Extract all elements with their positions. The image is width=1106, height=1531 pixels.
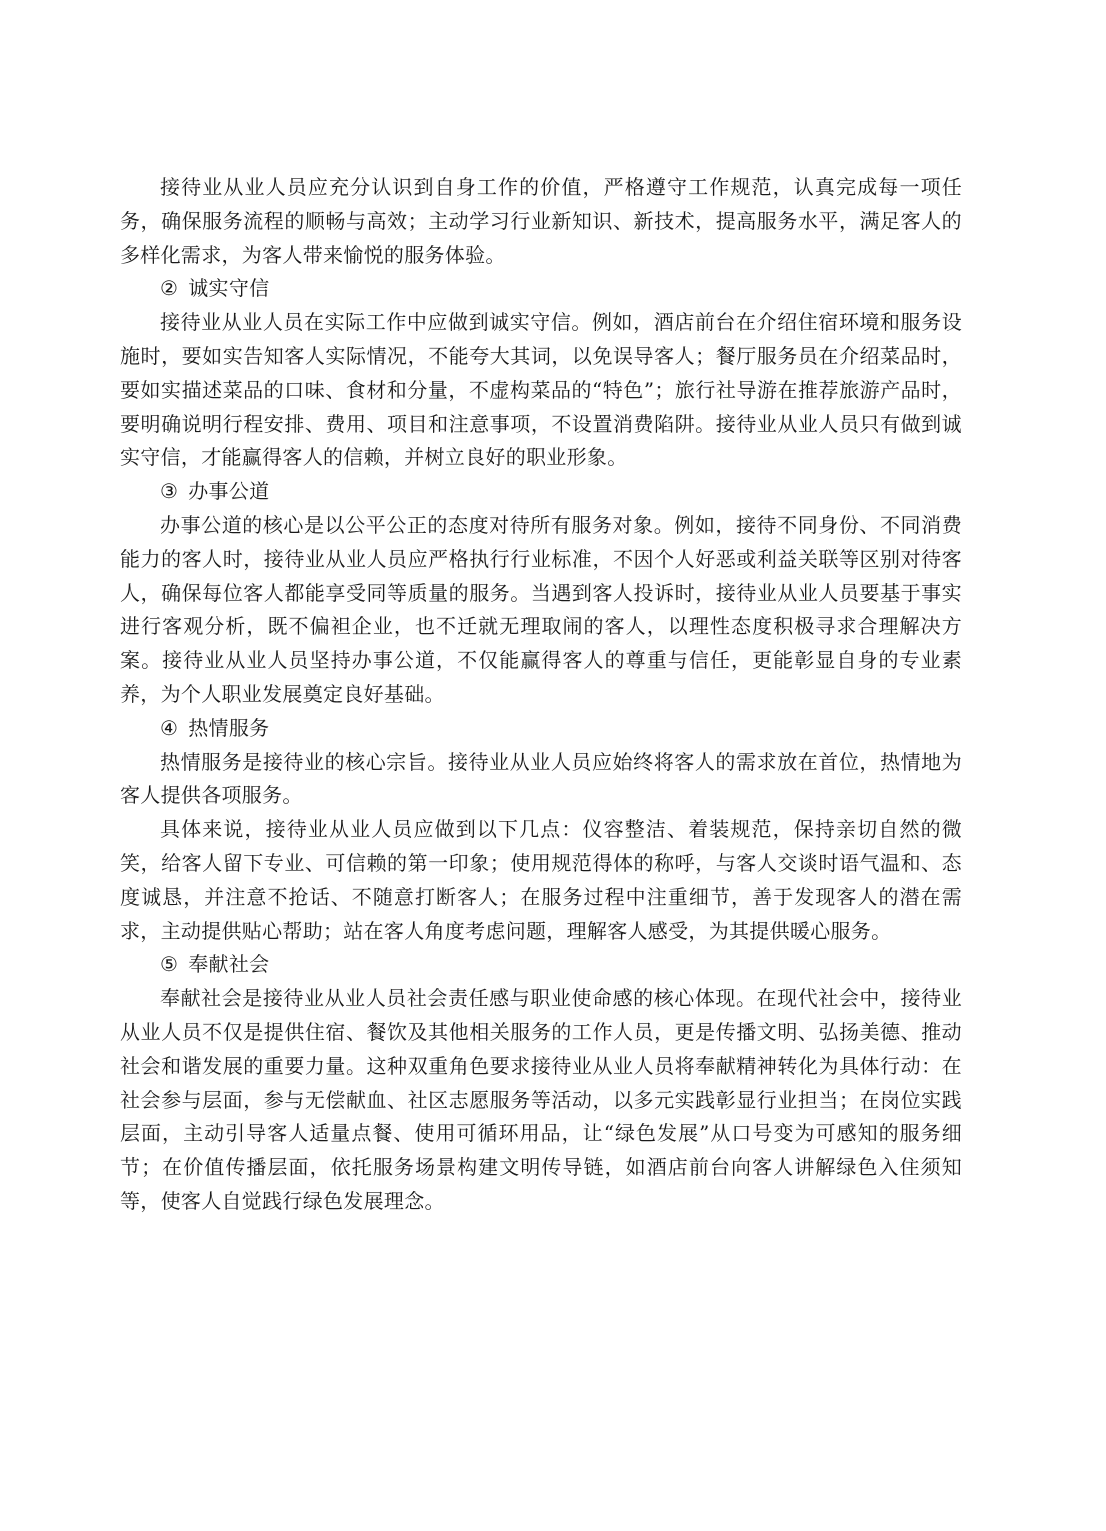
- paragraph-fairness: 办事公道的核心是以公平公正的态度对待所有服务对象。例如，接待不同身份、不同消费能力的客人时，接待业从业人员应严格执行行业标准，不因个人好恶或利益关联等区别对待客人，确保每位客人都能享受同等质量的服务。当遇到客人投诉时，接待业从业人员要基于事实进行客观分析，既不偏袒企业，也不迁就无理取闹的客人，以理性态度积极寻求合理解决方案。接待业从业人员坚持办事公道，不仅能赢得客人的尊重与信任，更能彰显自身的专业素养，为个人职业发展奠定良好基础。: [120, 512, 962, 706]
- paragraph-serve-society: 奉献社会是接待业从业人员社会责任感与职业使命感的核心体现。在现代社会中，接待业从业人员不仅是提供住宿、餐饮及其他相关服务的工作人员，更是传播文明、弘扬美德、推动社会和谐发展的重要力量。这种双重角色要求接待业从业人员将奉献精神转化为具体行动：在社会参与层面，参与无偿献血、社区志愿服务等活动，以多元实践彰显行业担当；在岗位实践层面，主动引导客人适量点餐、使用可循环用品，让“绿色发展”从口号变为可感知的服务细节；在价值传播层面，依托服务场景构建文明传导链，如酒店前台向客人讲解绿色入住须知等，使客人自觉践行绿色发展理念。: [120, 986, 962, 1213]
- heading-number: ⑤: [160, 952, 179, 977]
- heading-title: 诚实守信: [188, 276, 270, 301]
- paragraph-honesty: 接待业从业人员在实际工作中应做到诚实守信。例如，酒店前台在介绍住宿环境和服务设施时，要如实告知客人实际情况，不能夸大其词，以免误导客人；餐厅服务员在介绍菜品时，要如实描述菜品的口味、食材和分量，不虚构菜品的“特色”；旅行社导游在推荐旅游产品时，要明确说明行程安排、费用、项目和注意事项，不设置消费陷阱。接待业从业人员只有做到诚实守信，才能赢得客人的信赖，并树立良好的职业形象。: [120, 310, 962, 470]
- heading-fairness: [120, 475, 962, 509]
- paragraph-warm-service-intro: 热情服务是接待业的核心宗旨。接待业从业人员应始终将客人的需求放在首位，热情地为客人提供各项服务。: [120, 749, 962, 808]
- document-page: [120, 171, 962, 1219]
- heading-warm-service: [120, 712, 962, 746]
- heading-title: 奉献社会: [188, 952, 270, 977]
- paragraph-warm-service-details: 具体来说，接待业从业人员应做到以下几点：仪容整洁、着装规范，保持亲切自然的微笑，给客人留下专业、可信赖的第一印象；使用规范得体的称呼，与客人交谈时语气温和、态度诚恳，并注意不抢话、不随意打断客人；在服务过程中注重细节，善于发现客人的潜在需求，主动提供贴心帮助；站在客人角度考虑问题，理解客人感受，为其提供暖心服务。: [120, 817, 962, 943]
- heading-number: ③: [160, 479, 179, 504]
- heading-serve-society: [120, 948, 962, 982]
- paragraph-work-value: 接待业从业人员应充分认识到自身工作的价值，严格遵守工作规范，认真完成每一项任务，确保服务流程的顺畅与高效；主动学习行业新知识、新技术，提高服务水平，满足客人的多样化需求，为客人带来愉悦的服务体验。: [120, 175, 962, 267]
- heading-number: ④: [160, 715, 179, 740]
- heading-title: 热情服务: [188, 715, 270, 740]
- heading-number: ②: [160, 276, 179, 301]
- heading-title: 办事公道: [188, 479, 270, 504]
- heading-honesty: [120, 272, 962, 306]
